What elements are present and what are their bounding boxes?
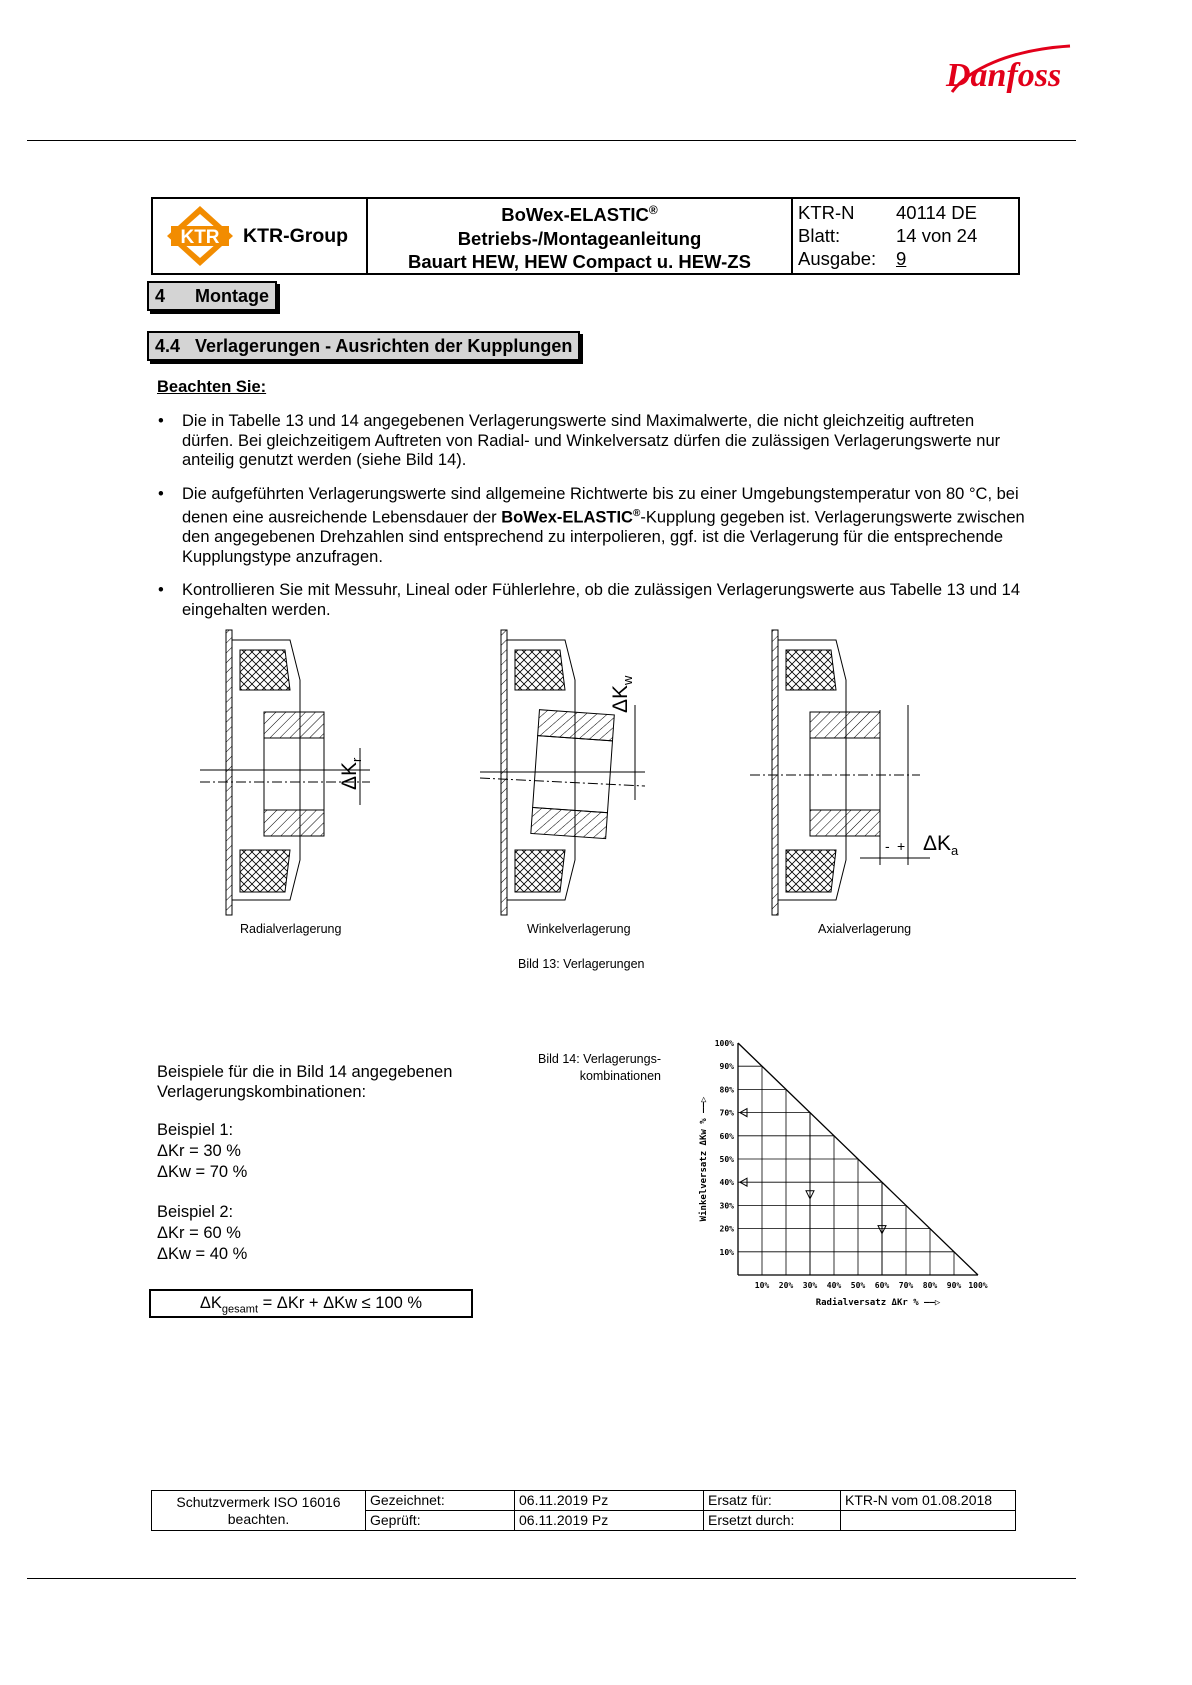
x-tick-label: 80%: [922, 1281, 938, 1290]
x-tick-label: 60%: [874, 1281, 890, 1290]
company-name: KTR-Group: [243, 224, 349, 247]
drawn-value: 06.11.2019 Pz: [515, 1491, 704, 1511]
example-1-title: Beispiel 1:: [157, 1121, 234, 1139]
x-tick-label: 70%: [898, 1281, 914, 1290]
x-tick-label: 30%: [802, 1281, 818, 1290]
drawn-label: Gezeichnet:: [366, 1491, 515, 1511]
title-line-2: Betriebs-/Montageanleitung: [457, 227, 702, 249]
example-2-kr: ΔKr = 60 %: [157, 1224, 241, 1242]
replaces-label: Ersatz für:: [704, 1491, 841, 1511]
x-tick-label: 90%: [946, 1281, 962, 1290]
section-heading-montage: 4 Montage: [147, 281, 277, 311]
example-2-title: Beispiel 2:: [157, 1203, 234, 1221]
sheet-label: Blatt:: [798, 225, 841, 246]
top-rule: [27, 140, 1076, 141]
x-tick-label: 50%: [850, 1281, 866, 1290]
checked-label: Geprüft:: [366, 1511, 515, 1531]
x-tick-label: 100%: [968, 1281, 988, 1290]
ktr-logo: [165, 204, 235, 268]
danfoss-logo-text: Danfoss: [946, 57, 1062, 94]
edition-label: Ausgabe:: [798, 248, 877, 269]
doc-number-label: KTR-N: [798, 202, 855, 223]
label-axial: Axialverlagerung: [818, 922, 912, 936]
label-radial: Radialverlagerung: [240, 922, 342, 936]
y-tick-label: 100%: [714, 1039, 734, 1048]
danfoss-logo: [938, 40, 1078, 102]
y-tick-label: 20%: [719, 1224, 734, 1234]
total-displacement-formula: $\Delta K_{gesamt} = \Delta Kr + \Delta Kw \le 100$ %: [149, 1289, 473, 1318]
footer-table: [151, 1490, 1016, 1531]
y-axis-label: Winkelversatz ΔKw % ——▷: [699, 1096, 709, 1222]
examples-intro: Beispiele für die in Bild 14 angegebenen Verlagerungskombinationen:: [157, 1063, 453, 1101]
label-angular: Winkelverlagerung: [527, 922, 631, 936]
figure-14-chart: [690, 1035, 1000, 1335]
title-line-1: BoWex-ELASTIC®: [501, 203, 658, 226]
x-tick-label: 10%: [754, 1281, 770, 1290]
example-1-kw: ΔKw = 70 %: [157, 1163, 248, 1181]
title-line-3: Bauart HEW, HEW Compact u. HEW-ZS: [408, 250, 751, 272]
figure-13-caption: Bild 13: Verlagerungen: [518, 957, 645, 971]
notes-list: [155, 412, 1025, 634]
sheet-value: 14 von 24: [896, 225, 978, 246]
y-tick-label: 10%: [719, 1247, 734, 1257]
example-1-kr: ΔKr = 30 %: [157, 1142, 241, 1160]
y-tick-label: 80%: [719, 1085, 734, 1095]
y-tick-label: 30%: [719, 1201, 734, 1211]
replaced-by-label: Ersetzt durch:: [704, 1511, 841, 1531]
x-tick-label: 40%: [826, 1281, 842, 1290]
note-item: • Kontrollieren Sie mit Messuhr, Lineal oder Fühlerlehre, ob die zulässigen Verlagerungswerte aus Tabelle 13 und 14 eingehalten werden.: [155, 581, 1025, 620]
note-item: • Die in Tabelle 13 und 14 angegebenen Verlagerungswerte sind Maximalwerte, die nicht gleichzeitig auftreten dürfen. Bei gleichzeitigem Auftreten von Radial- und Winkelversatz dürfen die zulässigen Verlagerungswerte nur anteilig genutzt werden (siehe Bild 14).: [155, 412, 1025, 471]
ktr-logo-text: KTR: [180, 227, 220, 248]
figure-14-caption-1: Bild 14: Verlagerungs-: [538, 1052, 661, 1066]
doc-number-value: 40114 DE: [896, 202, 977, 223]
delta-ka-symbol: $\Delta K_a$: [923, 832, 959, 859]
x-tick-label: 20%: [778, 1281, 794, 1290]
document-header: [151, 197, 1020, 275]
delta-kr-symbol: $\Delta K_r$: [338, 757, 365, 790]
y-tick-label: 60%: [719, 1131, 734, 1141]
replaced-by-value: [841, 1511, 1016, 1531]
example-2-kw: ΔKw = 40 %: [157, 1245, 248, 1263]
y-tick-label: 70%: [719, 1108, 734, 1118]
y-tick-label: 40%: [719, 1178, 734, 1188]
y-tick-label: 90%: [719, 1062, 734, 1072]
edition-value: 9: [896, 248, 907, 269]
delta-kw-symbol: $\Delta K_w$: [609, 675, 636, 713]
x-axis-label: Radialversatz ΔKr % ——▷: [815, 1298, 941, 1308]
axial-drawing: [750, 630, 930, 915]
note-item: • Die aufgeführten Verlagerungswerte sind allgemeine Richtwerte bis zu einer Umgebungstemperatur von 80 °C, bei denen eine ausreichende Lebensdauer der BoWex-ELASTIC®-Kupplung gegeben ist. Verlagerungswerte zwischen den angegebenen Drehzahlen sind entsprechend zu interpolieren, ggf. ist die Verlagerung für die entsprechende Kupplungstype anzufragen.: [155, 485, 1025, 568]
section-heading-verlagerungen: 4.4 Verlagerungen - Ausrichten der Kupplungen: [147, 331, 580, 361]
axial-plus: +: [897, 838, 906, 854]
y-tick-label: 50%: [719, 1155, 734, 1164]
figure-13-drawings: [140, 620, 1020, 920]
note-heading: Beachten Sie:: [157, 378, 267, 396]
checked-value: 06.11.2019 Pz: [515, 1511, 704, 1531]
doc-info-cell: [793, 199, 1018, 273]
company-cell: [153, 199, 368, 273]
replaces-value: KTR-N vom 01.08.2018: [841, 1491, 1016, 1511]
protection-note: Schutzvermerk ISO 16016 beachten.: [152, 1491, 366, 1531]
bottom-rule: [27, 1578, 1076, 1579]
axial-minus: -: [885, 838, 890, 854]
figure-14-caption-2: kombinationen: [579, 1069, 661, 1083]
angular-drawing: [480, 630, 645, 915]
title-cell: [368, 199, 793, 273]
